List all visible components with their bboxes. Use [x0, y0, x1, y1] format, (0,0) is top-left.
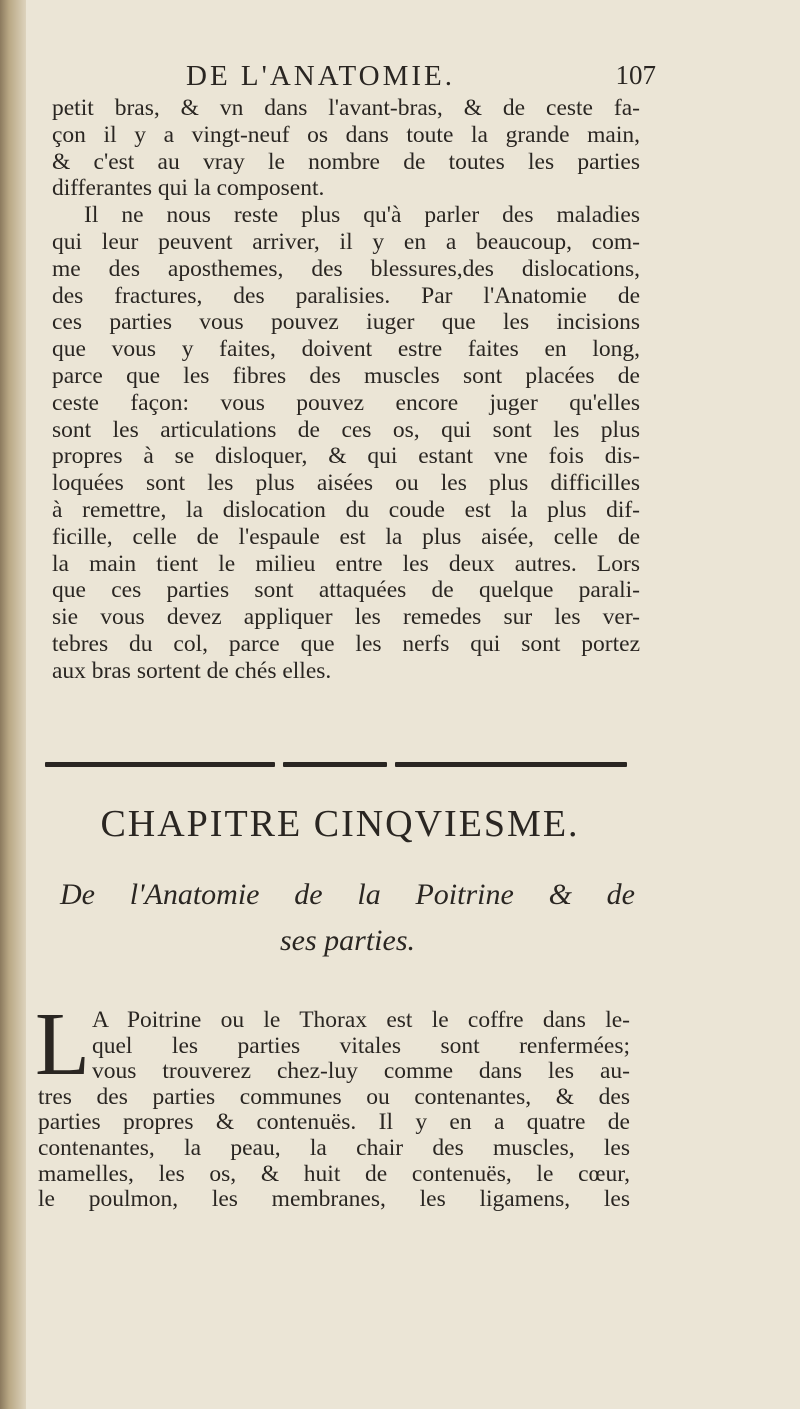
body-text: [52, 95, 640, 685]
text-line: parties propres & contenuës. Il y en a quatre de: [38, 1109, 630, 1136]
rule-segment: [283, 762, 387, 767]
chapter-heading: CHAPITRE CINQVIESME.: [100, 803, 580, 845]
section-heading-line: De l'Anatomie de la Poitrine & de: [60, 878, 635, 911]
rule-segment: [395, 762, 627, 767]
text-line: à remettre, la dislocation du coude est la plus dif-: [52, 496, 640, 523]
page-number: 107: [615, 60, 656, 90]
text-line: la main tient le milieu entre les deux autres. Lors: [52, 550, 640, 577]
text-line: parce que les fibres des muscles sont placées de: [52, 362, 640, 389]
text-line: A Poitrine ou le Thorax est le coffre dans le-: [92, 1007, 630, 1033]
chapter-divider-rule: [45, 760, 627, 768]
text-line: differantes qui la composent.: [52, 175, 325, 202]
section-heading: [60, 872, 635, 964]
text-line: mamelles, les os, & huit de contenuës, le cœur,: [38, 1160, 630, 1187]
text-line: le poulmon, les membranes, les ligamens, les: [38, 1186, 630, 1213]
text-line: qui leur peuvent arriver, il y en a beaucoup, com-: [52, 228, 640, 255]
text-line: aux bras sortent de chés elles.: [52, 657, 332, 684]
text-line: vous trouverez chez-luy comme dans les au-: [92, 1058, 630, 1085]
drop-cap: L: [35, 995, 90, 1094]
text-line: sie vous devez appliquer les remedes sur les ver-: [52, 604, 640, 631]
running-title: DE L'ANATOMIE.: [186, 60, 456, 92]
text-line: tres des parties communes ou contenantes, & des: [38, 1083, 630, 1110]
text-line: ficille, celle de l'espaule est la plus aisée, celle de: [52, 523, 640, 550]
running-head: [186, 60, 656, 100]
text-line: loquées sont les plus aisées ou les plus difficilles: [52, 470, 640, 497]
text-line: tebres du col, parce que les nerfs qui sont portez: [52, 630, 640, 657]
text-line: çon il y a vingt-neuf os dans toute la grande main,: [52, 121, 640, 148]
text-line: & c'est au vray le nombre de toutes les parties: [52, 148, 640, 175]
text-line: Il ne nous reste plus qu'à parler des maladies: [84, 202, 640, 229]
section-heading-line: ses parties.: [280, 924, 415, 957]
page-gutter-shadow: [0, 0, 26, 1409]
text-line: me des aposthemes, des blessures,des dislocations,: [52, 255, 640, 282]
text-line: ceste façon: vous pouvez encore juger qu'elles: [52, 389, 640, 416]
text-line: des fractures, des paralisies. Par l'Anatomie de: [52, 282, 640, 309]
text-line: que ces parties sont attaquées de quelque parali-: [52, 577, 640, 604]
text-line: quel les parties vitales sont renfermées;: [92, 1032, 630, 1059]
text-line: que vous y faites, doivent estre faites en long,: [52, 336, 640, 363]
text-line: contenantes, la peau, la chair des muscles, les: [38, 1134, 630, 1161]
text-line: propres à se disloquer, & qui estant vne fois dis-: [52, 443, 640, 470]
text-line: ces parties vous pouvez iuger que les incisions: [52, 309, 640, 336]
rule-segment: [45, 762, 275, 767]
text-line: petit bras, & vn dans l'avant-bras, & de ceste fa-: [52, 95, 640, 121]
chapter-text: [38, 1008, 630, 1213]
text-line: sont les articulations de ces os, qui sont les plus: [52, 416, 640, 443]
